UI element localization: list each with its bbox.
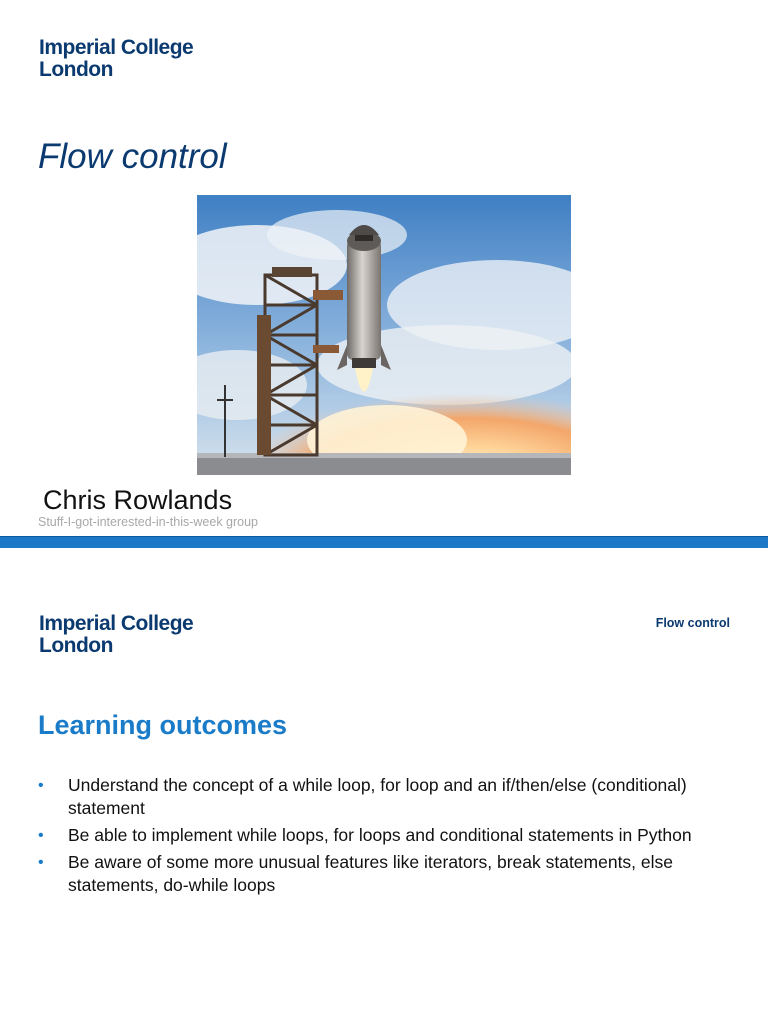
- list-item-text: Understand the concept of a while loop, for loop and an if/then/else (conditional) statement: [68, 775, 687, 818]
- bullet-icon: •: [38, 854, 44, 871]
- list-item: [38, 774, 718, 820]
- imperial-college-logo: [39, 37, 193, 81]
- group-name: Stuff-I-got-interested-in-this-week group: [38, 515, 259, 529]
- bullet-icon: •: [38, 827, 44, 844]
- slide-title: Learning outcomes: [38, 710, 288, 740]
- logo-line-1: Imperial College: [39, 612, 194, 635]
- logo-line-2: London: [39, 634, 113, 657]
- imperial-college-logo: [39, 613, 193, 657]
- list-item-text: Be able to implement while loops, for loops and conditional statements in Python: [68, 825, 692, 845]
- slide-title: Flow control: [38, 137, 227, 176]
- presenter-name: Chris Rowlands: [43, 485, 233, 515]
- list-item-text: Be aware of some more unusual features like iterators, break statements, else statements, do-while loops: [68, 852, 674, 895]
- slide-header-topic: Flow control: [655, 616, 730, 630]
- list-item: [38, 851, 718, 897]
- learning-outcomes-list: [38, 774, 718, 901]
- rocket-launch-illustration: [197, 195, 571, 475]
- bullet-icon: •: [38, 777, 44, 794]
- learning-outcomes-slide: [0, 548, 768, 1024]
- list-item: [38, 824, 718, 847]
- rocket-launch-photo: [197, 195, 571, 475]
- logo-line-1: Imperial College: [39, 36, 194, 59]
- logo-line-2: London: [39, 58, 113, 81]
